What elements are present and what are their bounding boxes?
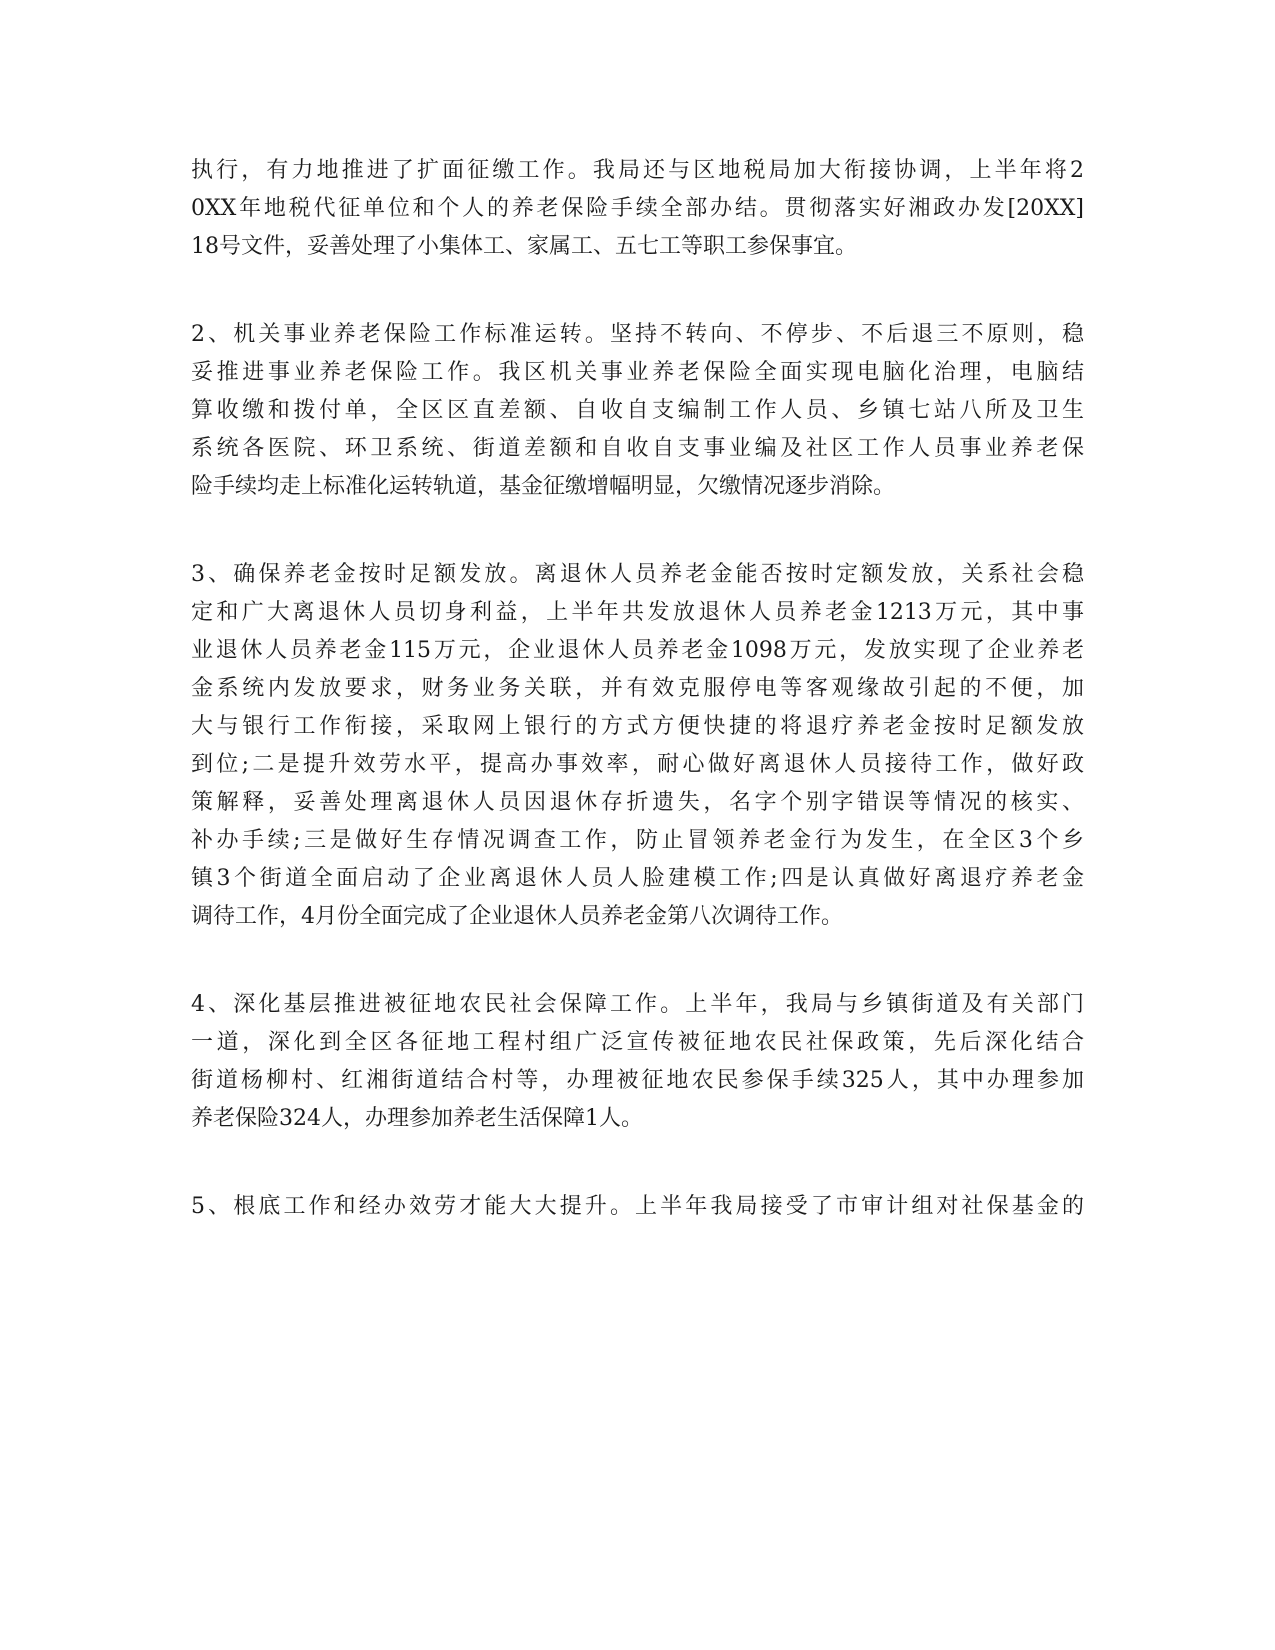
text-line: 0XX年地税代征单位和个人的养老保险手续全部办结。贯彻落实好湘政办发[20XX] [191,196,1084,221]
paragraph-institution-pension [191,316,1084,506]
text-line: 系统各医院、环卫系统、街道差额和自收自支事业编及社区工作人员事业养老保 [191,436,1084,461]
text-line: 到位;二是提升效劳水平，提高办事效率，耐心做好离退休人员接待工作，做好政 [191,752,1084,777]
text-line: 4、深化基层推进被征地农民社会保障工作。上半年，我局与乡镇街道及有关部门 [191,992,1084,1017]
text-line: 定和广大离退休人员切身利益，上半年共发放退休人员养老金1213万元，其中事 [191,600,1084,625]
text-line: 策解释，妥善处理离退休人员因退休存折遗失，名字个别字错误等情况的核实、 [191,790,1084,815]
paragraph-pension-payment [191,556,1084,936]
text-line: 街道杨柳村、红湘街道结合村等，办理被征地农民参保手续325人，其中办理参加 [191,1068,1084,1093]
text-line: 5、根底工作和经办效劳才能大大提升。上半年我局接受了市审计组对社保基金的 [191,1194,1084,1219]
paragraph-fee-collection [191,152,1084,266]
document-body [191,152,1084,1276]
text-line: 18号文件，妥善处理了小集体工、家属工、五七工等职工参保事宜。 [191,234,857,259]
text-line: 养老保险324人，办理参加养老生活保障1人。 [191,1106,643,1131]
text-line: 金系统内发放要求，财务业务关联，并有效克服停电等客观缘故引起的不便，加 [191,676,1084,701]
text-line: 大与银行工作衔接，采取网上银行的方式方便快捷的将退疗养老金按时足额发放 [191,714,1084,739]
text-line: 3、确保养老金按时足额发放。离退休人员养老金能否按时定额发放，关系社会稳 [191,562,1084,587]
text-line: 执行，有力地推进了扩面征缴工作。我局还与区地税局加大衔接协调，上半年将2 [191,158,1084,183]
text-line: 业退休人员养老金115万元，企业退休人员养老金1098万元，发放实现了企业养老 [191,638,1084,663]
text-line: 妥推进事业养老保险工作。我区机关事业养老保险全面实现电脑化治理，电脑结 [191,360,1084,385]
text-line: 补办手续;三是做好生存情况调查工作，防止冒领养老金行为发生，在全区3个乡 [191,828,1084,853]
text-line: 算收缴和拨付单，全区区直差额、自收自支编制工作人员、乡镇七站八所及卫生 [191,398,1084,423]
paragraph-land-farmers [191,986,1084,1138]
text-line: 调待工作，4月份全面完成了企业退休人员养老金第八次调待工作。 [191,904,843,929]
text-line: 镇3个街道全面启动了企业离退休人员人脸建模工作;四是认真做好离退疗养老金 [191,866,1084,891]
text-line: 险手续均走上标准化运转轨道，基金征缴增幅明显，欠缴情况逐步消除。 [191,474,896,499]
text-line: 2、机关事业养老保险工作标准运转。坚持不转向、不停步、不后退三不原则，稳 [191,322,1084,347]
paragraph-service-improvement [191,1188,1084,1226]
text-line: 一道，深化到全区各征地工程村组广泛宣传被征地农民社保政策，先后深化结合 [191,1030,1084,1055]
